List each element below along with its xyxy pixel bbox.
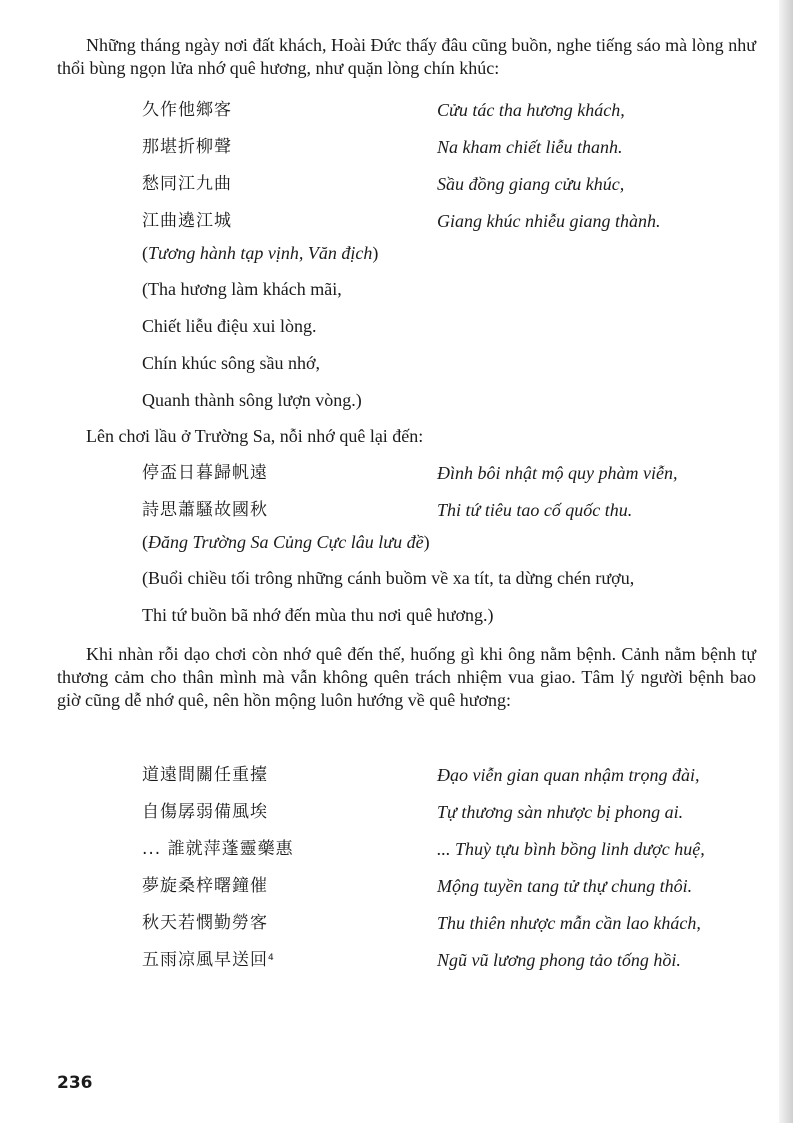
- poem-3-trans-line-6: Ngũ vũ lương phong tảo tống hồi.: [437, 950, 681, 970]
- poem-1-translation-line-2: Chiết liễu điệu xui lòng.: [142, 316, 317, 336]
- poem-3-han-line-5: 秋天若憫勤勞客: [142, 913, 268, 933]
- poem-1-trans-line-2: Na kham chiết liễu thanh.: [437, 137, 623, 157]
- poem-3-trans-line-5: Thu thiên nhược mẫn cần lao khách,: [437, 913, 701, 933]
- poem-2-trans-line-1: Đình bôi nhật mộ quy phàm viễn,: [437, 463, 678, 483]
- poem-3-han-line-1: 道遠間關任重擡: [142, 765, 268, 785]
- poem-1-translation-line-1: (Tha hương làm khách mãi,: [142, 279, 342, 299]
- poem-3-han-line-6: 五雨凉風早送回$^4$: [142, 950, 275, 970]
- poem-2-source: (Đăng Trường Sa Củng Cực lâu lưu đề): [142, 532, 430, 552]
- poem-3-trans-line-2: Tự thương sàn nhược bị phong ai.: [437, 802, 684, 822]
- page-number: 236: [57, 1073, 93, 1093]
- poem-2-source-title: Đăng Trường Sa Củng Cực lâu lưu đề: [148, 532, 424, 552]
- poem-1-han-line-4: 江曲遶江城: [142, 211, 232, 231]
- poem-3-han-line-2: 自傷孱弱備風埃: [142, 802, 268, 822]
- poem-2-trans-line-2: Thi tứ tiêu tao cố quốc thu.: [437, 500, 633, 520]
- poem-1-trans-line-4: Giang khúc nhiễu giang thành.: [437, 211, 661, 231]
- poem-1-han-line-1: 久作他鄉客: [142, 100, 232, 120]
- paragraph-illness: Khi nhàn rỗi dạo chơi còn nhớ quê đến thế, huống gì khi ông nằm bệnh. Cảnh nằm bệnh tự thương cảm cho thân mình mà vẫn không quên trách nhiệm vua giao. Tâm lý người bệnh bao giờ cũng dễ nhớ quê, nên hồn mộng luôn hướng về quê hương:: [57, 644, 756, 710]
- poem-3-han-line-4: 夢旋桑梓曙鐘催: [142, 876, 268, 896]
- poem-3-han-line-3: ... 誰就萍蓬靈藥惠: [142, 839, 294, 859]
- poem-1-source: (Tương hành tạp vịnh, Văn địch): [142, 243, 379, 263]
- paragraph-truong-sa: Lên chơi lầu ở Trường Sa, nỗi nhớ quê lại đến:: [86, 426, 424, 446]
- poem-2-han-line-1: 停盃日暮歸帆遠: [142, 463, 268, 483]
- footnote-marker: 4: [268, 953, 275, 963]
- poem-3-trans-line-4: Mộng tuyền tang tử thự chung thôi.: [437, 876, 693, 896]
- poem-1-source-title: Tương hành tạp vịnh, Văn địch: [148, 243, 373, 263]
- poem-1-trans-line-3: Sầu đồng giang cửu khúc,: [437, 174, 625, 194]
- poem-2-han-line-2: 詩思蕭騷故國秋: [142, 500, 268, 520]
- poem-1-trans-line-1: Cửu tác tha hương khách,: [437, 100, 625, 120]
- poem-1-translation-line-3: Chín khúc sông sầu nhớ,: [142, 353, 321, 373]
- poem-3-trans-line-3: ... Thuỳ tựu bình bồng linh dược huệ,: [437, 839, 705, 859]
- poem-2-translation-line-1: (Buổi chiều tối trông những cánh buồm về xa tít, ta dừng chén rượu,: [142, 568, 635, 588]
- poem-1-translation-line-4: Quanh thành sông lượn vòng.): [142, 390, 362, 410]
- poem-1-han-line-2: 那堪折柳聲: [142, 137, 232, 157]
- poem-2-translation-line-2: Thi tứ buồn bã nhớ đến mùa thu nơi quê hương.): [142, 605, 494, 625]
- paragraph-intro: Những tháng ngày nơi đất khách, Hoài Đức thấy đâu cũng buồn, nghe tiếng sáo mà lòng như thổi bùng ngọn lửa nhớ quê hương, như quặn lòng chín khúc:: [57, 35, 756, 78]
- poem-1-han-line-3: 愁同江九曲: [142, 174, 232, 194]
- poem-3-trans-line-1: Đạo viễn gian quan nhậm trọng đài,: [437, 765, 700, 785]
